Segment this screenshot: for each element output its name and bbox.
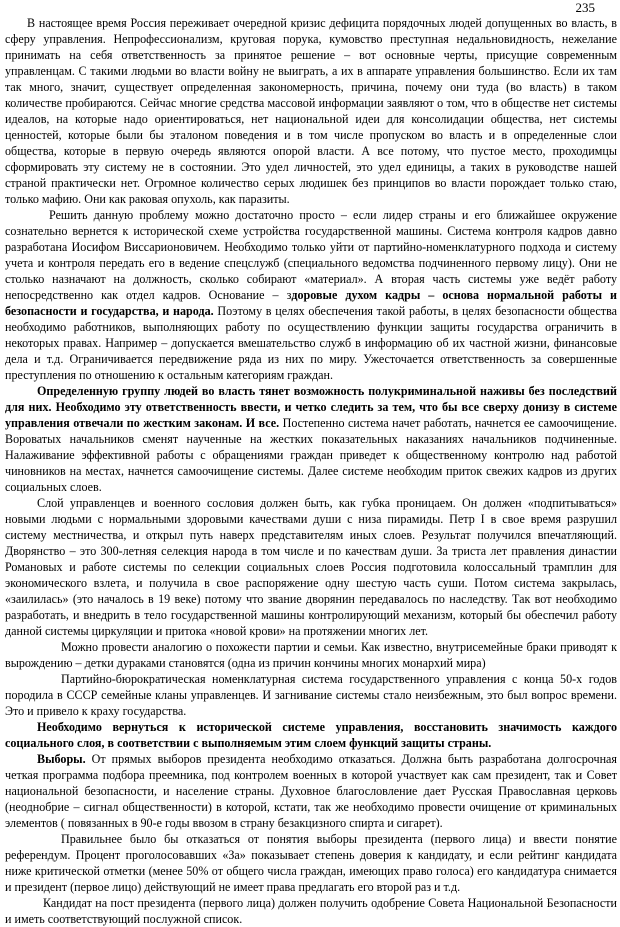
paragraph-1 bbox=[5, 15, 617, 207]
paragraph-9-text: Правильнее было бы отказаться от понятия выборы президента (первого лица) и ввести понятие референдум. Процент проголосовавших «За» показывает степень доверия к кандидату, и если рейтинг кандидата ниже критической отметки (менее 50% от общего числа граждан, имеющих право голоса) его кандидатура снимается и президент (первое лицо) действующий не имеет права предлагать его второй раз и т.д. bbox=[5, 832, 617, 894]
paragraph-1-text: В настоящее время Россия переживает очередной кризис дефицита порядочных людей допущенных во власть, в сферу управления. Непрофессионализм, круговая порука, кумовство преступная недальновидность, нежелание принимать на себя ответственность за принятое решение – вот основные черты, присущие современным управленцам. С такими людьми во власти войну не выиграть, а их в аппарате управления большинство. Если их там так много, значит, существует определенная закономерность, причина, почему они туда (во власть) в таком количестве пробираются. Сейчас многие средства массовой информации заявляют о том, что в обществе нет системы идеалов, на которые надо ориентироваться, нет национальной идеи для консолидации общества, нет системы ценностей, которые были бы эталоном поведения и в том числе пропуском во власть и в определенные слои общества, которые в первую очередь являются опорой власти. А все потому, что пустое место, проходимцы сформировать эту систему не в состоянии. Это удел личностей, это удел единицы, а таких в руководстве нашей страной практически нет. Огромное количество серых людишек без принципов во власти порождает только стаю, только мафию. Они как раковая опухоль, как паразиты. bbox=[5, 16, 617, 206]
paragraph-10 bbox=[5, 895, 617, 927]
paragraph-3-text: Постепенно система начет работать, начнется ее самоочищение. Вороватых начальников сменят наученные на жестких показательных наказаниях начальников подчиненные. Налаживание эффективной работы с обращениями граждан приведет к общественному контролю над работой чиновников на местах, начнется самоочищение системы. Далее системе необходим приток свежих кадров из других социальных слоев. bbox=[5, 416, 617, 494]
paragraph-8 bbox=[5, 751, 617, 831]
body-text bbox=[5, 15, 617, 927]
paragraph-2-text-a: Решить данную проблему можно достаточно просто – если лидер страны и его ближайшее окружение сознательно вернется к исторической схеме устройства государственной машины. Система контроля кадров давно разработана Иосифом Виссарионовичем. Необходимо только уйти от партийно-номенклатурного подхода и систему учета и контроля передать его в ведение спецслужб (специального ведомства подчиненного первому лицу). Они не столько назначают на должность, сколько собирают «материал». А вторая часть системы уже ведёт работу непосредственно как отдел кадров. Основание – з bbox=[5, 208, 617, 302]
paragraph-9 bbox=[5, 831, 617, 895]
paragraph-2-bold: доровые духом кадры – основа нормальной работы и безопасности и государства, и народа. bbox=[5, 288, 617, 318]
paragraph-2 bbox=[5, 207, 617, 383]
paragraph-4 bbox=[5, 495, 617, 639]
paragraph-5-text: Можно провести аналогию о похожести партии и семьи. Как известно, внутрисемейные браки приводят к вырождению – детки дураками становятся (одна из причин кончины многих монархий мира) bbox=[5, 640, 617, 670]
paragraph-3 bbox=[5, 383, 617, 495]
paragraph-8-text: От прямых выборов президента необходимо отказаться. Должна быть разработана долгосрочная четкая программа подбора преемника, под контролем военных в которой участвует как сам президент, так и Совет национальной безопасности, и население страны. Духовное благословление дает Русская Православная церковь (неоднобрие – сигнал общественности) в которой, кстати, так же необходимо провести очищение от криминальных элементов ( повязанных в 90-е годы ввозом в страну безакцизного спирта и сигарет). bbox=[5, 752, 617, 830]
paragraph-4-text: Слой управленцев и военного сословия должен быть, как губка проницаем. Он должен «подпитываться» новыми людьми с нормальными здоровыми качествами души с низа пирамиды. Петр I в свое время разрушил систему местничества, и открыл путь наверх представителям иных слоев. Результат получился впечатляющий. Дворянство – это 300-летняя селекция народа в том числе и по качествам души. За триста лет правления династии Романовых и работе системы по селекции социальных слоев Россия подготовила колоссальный трамплин для экономического взлета, и получила в свое распоряжение одну шестую часть суши. Потом система закрылась, «заилилась» (это началось в 19 веке) потому что звание дворянин передавалось по наследству. Так вот необходимо разработать, и внедрить в тело государственной машины контролирующий механизм, который бы обеспечил работу данной системы циркуляции и притока «новой крови» на протяжении многих лет. bbox=[5, 496, 617, 638]
paragraph-2-text-b: Поэтому в целях обеспечения такой работы, в целях безопасности общества необходимо работников, выполняющих работу по осуществлению функции защиты государства ограничить в некоторых правах. Например – допускается вмешательство служб в информацию об их частной жизни, финансовые дела и т.д. Ограничивается передвижение ряда из них по миру. Ужесточается ответственность за совершенные преступления по отношению к остальным категориям граждан. bbox=[5, 304, 617, 382]
page-number: 235 bbox=[575, 0, 595, 15]
paragraph-8-heading: Выборы. bbox=[37, 752, 86, 766]
paragraph-10-text: Кандидат на пост президента (первого лица) должен получить одобрение Совета Национальной Безопасности и иметь соответствующий послужной список. bbox=[5, 896, 617, 926]
paragraph-6 bbox=[5, 671, 617, 719]
paragraph-7-bold: Необходимо вернуться к исторической системе управления, восстановить значимость каждого социального слоя, в соответствии с выполняемым этим слоем функций защиты страны. bbox=[5, 720, 617, 750]
paragraph-6-text: Партийно-бюрократическая номенклатурная система государственного управления с конца 50-х годов породила в СССР семейные кланы управленцев. И загнивание системы стало неизбежным, это был вопрос времени. Это и привело к краху государства. bbox=[5, 672, 617, 718]
paragraph-5 bbox=[5, 639, 617, 671]
paragraph-7 bbox=[5, 719, 617, 751]
paragraph-3-bold: Определенную группу людей во власть тянет возможность полукриминальной наживы без последствий для них. Необходимо эту ответственность ввести, и четко следить за тем, что бы все сверху донизу в системе управления отвечали по жестким законам. И все. bbox=[5, 384, 617, 430]
